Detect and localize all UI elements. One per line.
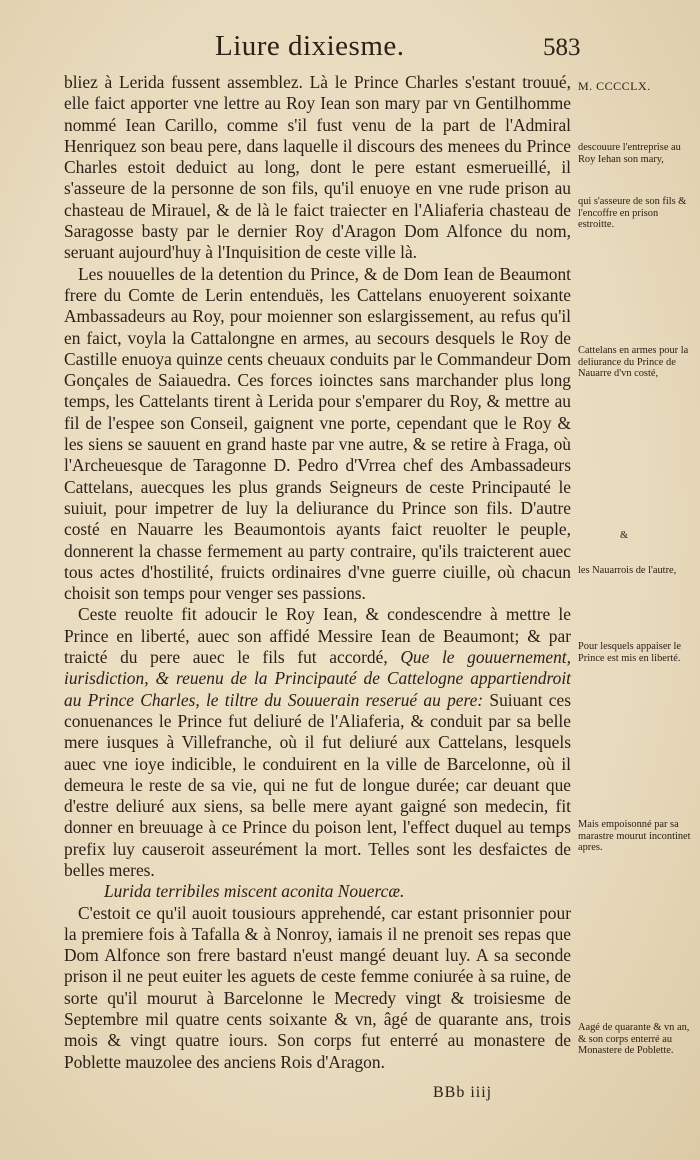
latin-quotation: Lurida terribiles miscent aconita Nouercæ. [104, 881, 405, 902]
margin-note-6: Pour lesquels appaiser le Prince est mis en liberté. [578, 641, 682, 664]
margin-note-8: Aagé de quarante & vn an, & son corps enterré au Monastere de Poblette. [578, 1022, 690, 1056]
signature-mark: BBb iiij [433, 1084, 493, 1101]
margin-note-4: & [620, 530, 629, 541]
running-head: Liure dixiesme. [215, 30, 405, 62]
page-number: 583 [543, 34, 581, 61]
paragraph-1: bliez à Lerida fussent assemblez. Là le Prince Charles s'estant trouué, elle faict apporter vne lettre au Roy Iean son mary par vn Gentilhomme nommé Iean Carillo, comme s'il fust venu de la part de l'Admiral Henriquez son beau pere, dans laquelle il discours des menees du Prince Charles estoit deduict au long, dont le pere estant esmerueillé, il s'asseure de la personne de son fils, qu'il enuoye en vne rude prison au chasteau de Mirauel, & de là le faict traiecter en l'Aliaferia chasteau de Saragosse basty par le dernier Roy d'Aragon Dom Alfonce du nom, seruant aujourd'huy à l'Inquisition de ceste ville là. [64, 72, 571, 263]
paragraph-3-text: Ceste reuolte fit adoucir le Roy Iean, & condescendre à mettre le Prince en liberté, auec son affidé Messire Iean de Beaumont; & par traicté du pere auec le fils fut accordé, [64, 604, 571, 668]
paragraph-4: C'estoit ce qu'il auoit tousiours apprehendé, car estant prisonnier pour la premiere fois à Tafalla & à Nonroy, iamais il ne prenoit ses repas que Dom Alfonce son frere bastard n'eust mangé deuant luy. A sa seconde prison il ne peut euiter les aguets de ceste femme coniurée à sa ruine, de sorte qu'il mourut à Barcelonne le Mecredy vingt & troisiesme de Septembre mil quatre cents soixante & vn, âgé de quarante ans, trois mois & vingt quatre iours. Son corps fut enterré au monastere de Poblette mauzolee des anciens Rois d'Aragon. [64, 902, 571, 1072]
margin-note-1: descouure l'entreprise au Roy Iehan son mary, [578, 142, 681, 165]
margin-note-3: Cattelans en armes pour la deliurance du Prince de Nauarre d'vn costé, [578, 345, 689, 379]
margin-note-5: les Nauarrois de l'autre, [578, 565, 677, 576]
paragraph-2: Les nouuelles de la detention du Prince, & de Dom Iean de Beaumont frere du Comte de Lerin entenduës, les Cattelans enuoyerent soixante Ambassadeurs au Roy, pour moienner son eslargissement, au refus qu'il en faict, voyla la Cattalongne en armes, au secours desquels le Roy de Castille enuoya quinze cents cheuaux conduits par le Commandeur Dom Gonçales de Saiauedra. Ces forces ioinctes sans marchander plus long temps, les Cattelants tirent à Lerida pour s'emparer du Roy, & mettre au fil de l'espee son Conseil, gaignent vne porte, cependant que le Roy & les siens se sauuent en grand haste par vne autre, & se retire à Fraga, où l'Archeuesque de Taragonne D. Pedro d'Vrrea chef des Ambassadeurs Cattelans, auecques les plus grands Seigneurs de ceste Principauté le suiuit, pour impetrer de luy la deliurance du Prince son fils. D'autre costé en Nauarre les Beaumontois ayants faict reuolter le peuple, donnerent la chasse fermement au party contraire, qu'ils traicterent auec tous actes d'hostilité, fruicts ordinaires d'vne guerre ciuille, où chacun choisit son temps pour venger ses passions. [64, 263, 571, 604]
margin-note-7: Mais empoisonné par sa marastre mourut incontinet apres. [578, 819, 691, 853]
treaty-quotation: Que le gouuernement, iurisdiction, & reuenu de la Principauté de Cattelogne appartiendroit au Prince Charles, le tiltre du Souuerain reserué au pere: [64, 647, 571, 710]
main-text-column [64, 72, 571, 1073]
paragraph-3 [64, 604, 571, 881]
margin-note-year: M. CCCCLX. [578, 79, 651, 93]
paragraph-3-continued: Suiuant ces conuenances le Prince fut deliuré de l'Aliaferia, & conduit par sa belle mere iusques à Villefranche, où il fut deliuré aux Cattelans, lesquels auec vne ioye indicible, le conduirent en la ville de Barcelonne, où il demeura le reste de sa vie, qui ne fut de longue durée; car deuant que d'estre deliuré aux siens, sa belle mere ayant gaigné son medecin, fit donner en breuuage à ce Prince du poison lent, l'effect duquel au temps prefix luy causeroit asseurément la mort. Telles sont les desfaictes de belles meres. [64, 689, 572, 880]
margin-note-2: qui s'asseure de son fils & l'encoffre en prison estroitte. [578, 196, 687, 230]
